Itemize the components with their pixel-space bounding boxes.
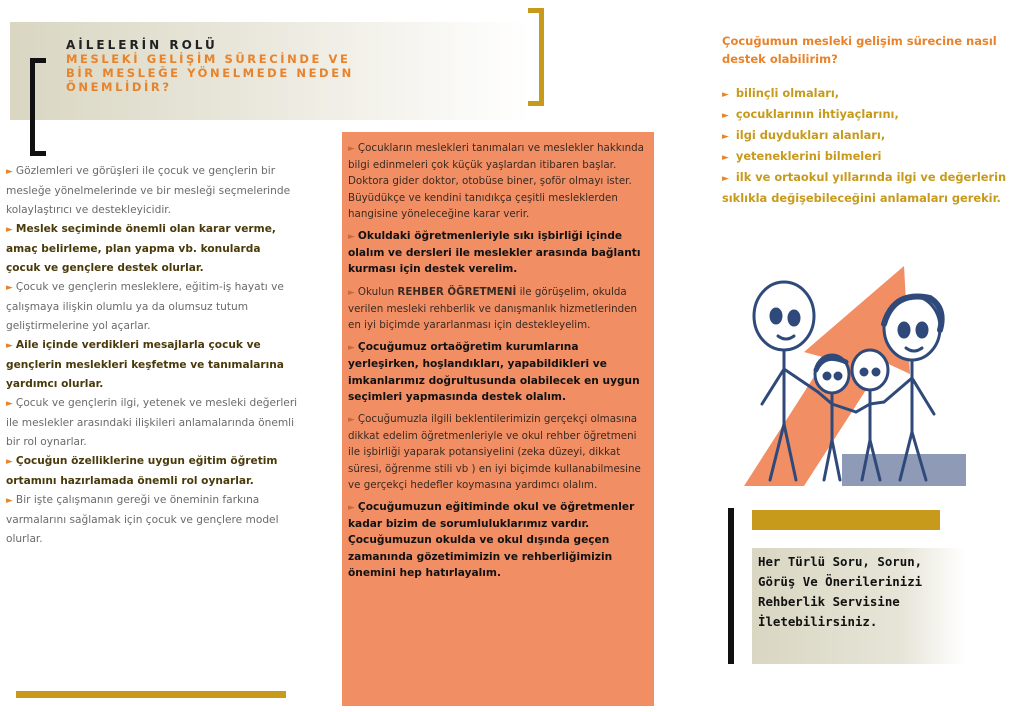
triangle-right-icon: ► xyxy=(6,167,13,177)
left-paragraph-1: ► Gözlemleri ve görüşleri ile çocuk ve gençlerin bir mesleğe yönelmelerinde ve bir mesleği seçmelerinde kolaylaştırıcı ve destekleyicidir. xyxy=(6,165,291,216)
right-list xyxy=(722,84,1012,208)
triangle-right-icon: ► xyxy=(6,341,13,351)
left-paragraph-7: ► Bir işte çalışmanın gereği ve öneminin farkına varmalarını sağlamak için çocuk ve gençlere model olurlar. xyxy=(6,494,279,545)
triangle-right-icon: ► xyxy=(348,343,355,354)
triangle-right-icon: ► xyxy=(348,232,355,243)
middle-paragraph-6: ► Çocuğumuzun eğitiminde okul ve öğretmenler kadar bizim de sorumluluklarımız vardır. Çocuğumuzun okulda ve okul dışında geçen zamanında gözetimimizin ve rehberliğimizin önemini hep hatırlayalım. xyxy=(348,501,635,579)
triangle-right-icon: ► xyxy=(6,457,13,467)
middle-panel xyxy=(342,132,654,706)
triangle-right-icon: ► xyxy=(348,503,355,514)
middle-paragraph-4: ► Çocuğumuz ortaöğretim kurumlarına yerleşirken, hoşlandıkları, yapabildikleri ve imkanlarımız doğrultusunda olabilecek en uygun seçimleri yapmasında destek olalım. xyxy=(348,341,640,403)
triangle-right-icon: ► xyxy=(6,399,13,409)
triangle-right-icon: ► xyxy=(348,415,355,426)
triangle-right-icon: ► xyxy=(6,225,13,235)
left-bracket-decoration xyxy=(30,58,46,156)
right-heading: Çocuğumun mesleki gelişim sürecine nasıl destek olabilirim? xyxy=(722,34,997,66)
left-paragraph-3: ► Çocuk ve gençlerin mesleklere, eğitim-iş hayatı ve çalışmaya ilişkin olumlu ya da olumsuz tutum geliştirmelerine yol açarlar. xyxy=(6,281,284,332)
middle-paragraph-2: ► Okuldaki öğretmenleriyle sıkı işbirliği içinde olalım ve dersleri ile meslekler arasında bağlantı kurması için destek verelim. xyxy=(348,230,641,276)
triangle-right-icon: ► xyxy=(6,496,13,506)
contact-box xyxy=(752,548,966,664)
triangle-right-icon: ► xyxy=(348,144,355,154)
triangle-right-icon: ► xyxy=(722,153,729,163)
middle-paragraph-3: ► Okulun REHBER ÖĞRETMENİ ile görüşelim, okulda verilen mesleki rehberlik ve danışmanlık hizmetlerinden en iyi biçimde yararlanması için destekleyelim. xyxy=(348,285,638,332)
triangle-right-icon: ► xyxy=(722,111,729,121)
triangle-right-icon: ► xyxy=(722,132,729,142)
family-figures-illustration xyxy=(734,254,966,486)
list-item: ► yeteneklerini bilmeleri xyxy=(722,149,882,163)
list-item: ► ilk ve ortaokul yıllarında ilgi ve değerlerin sıklıkla değişebileceğini anlamaları gerekir. xyxy=(722,170,1007,205)
section-subtitle: MESLEKİ GELİŞİM SÜRECİNDE VE BİR MESLEĞE YÖNELMEDE NEDEN ÖNEMLİDİR? xyxy=(66,52,354,94)
left-paragraph-4: ► Aile içinde verdikleri mesajlarla çocuk ve gençlerin meslekleri keşfetme ve tanımalarına yardımcı olurlar. xyxy=(6,339,284,390)
right-bracket-decoration xyxy=(528,8,544,106)
section-title: AİLELERİN ROLÜ xyxy=(66,38,218,52)
middle-paragraph-5: ► Çocuğumuzla ilgili beklentilerimizin gerçekçi olmasına dikkat edelim öğretmenleriyle ve okul rehber öğretmeni ile işbirliği yaparak potansiyelini (zeka düzeyi, dikkat süresi, öğrenme stili vb ) en iyi biçimde kullanabilmesine ve gerçekçi hedefler koymasına yardımcı olalım. xyxy=(348,413,641,491)
list-item: ► çocuklarının ihtiyaçlarını, xyxy=(722,107,899,121)
triangle-right-icon: ► xyxy=(6,283,13,293)
left-paragraph-2: ► Meslek seçiminde önemli olan karar verme, amaç belirleme, plan yapma vb. konularda çocuk ve gençlere destek olurlar. xyxy=(6,223,276,274)
triangle-right-icon: ► xyxy=(348,287,355,298)
triangle-right-icon: ► xyxy=(722,90,729,100)
right-black-divider xyxy=(728,508,734,664)
left-bottom-divider xyxy=(16,691,286,698)
left-column xyxy=(6,162,298,549)
left-paragraph-6: ► Çocuğun özelliklerine uygun eğitim öğretim ortamını hazırlamada önemli rol oynarlar. xyxy=(6,455,278,487)
right-gold-divider xyxy=(752,510,940,530)
contact-message: Her Türlü Soru, Sorun, Görüş Ve Önerilerinizi Rehberlik Servisine İletebilirsiniz. xyxy=(758,554,923,629)
list-item: ► bilinçli olmaları, xyxy=(722,86,840,100)
middle-paragraph-1: ► Çocukların meslekleri tanımaları ve meslekler hakkında bilgi edinmeleri çok küçük yaşlardan itibaren başlar. Doktora gider doktor, otobüse biner, şoför olmayı ister. Büyüdükçe ve kendini tanıdıkça çeşitli mesleklerden hangisine yöneleceğine karar verir. xyxy=(348,142,644,220)
list-item: ► ilgi duydukları alanları, xyxy=(722,128,886,142)
triangle-right-icon: ► xyxy=(722,174,729,184)
left-paragraph-5: ► Çocuk ve gençlerin ilgi, yetenek ve mesleki değerleri ile meslekler arasındaki ilişkileri anlamalarında önemli bir rol oynarlar. xyxy=(6,397,298,448)
rehber-ogretmeni-emphasis: REHBER ÖĞRETMENİ xyxy=(397,285,517,298)
